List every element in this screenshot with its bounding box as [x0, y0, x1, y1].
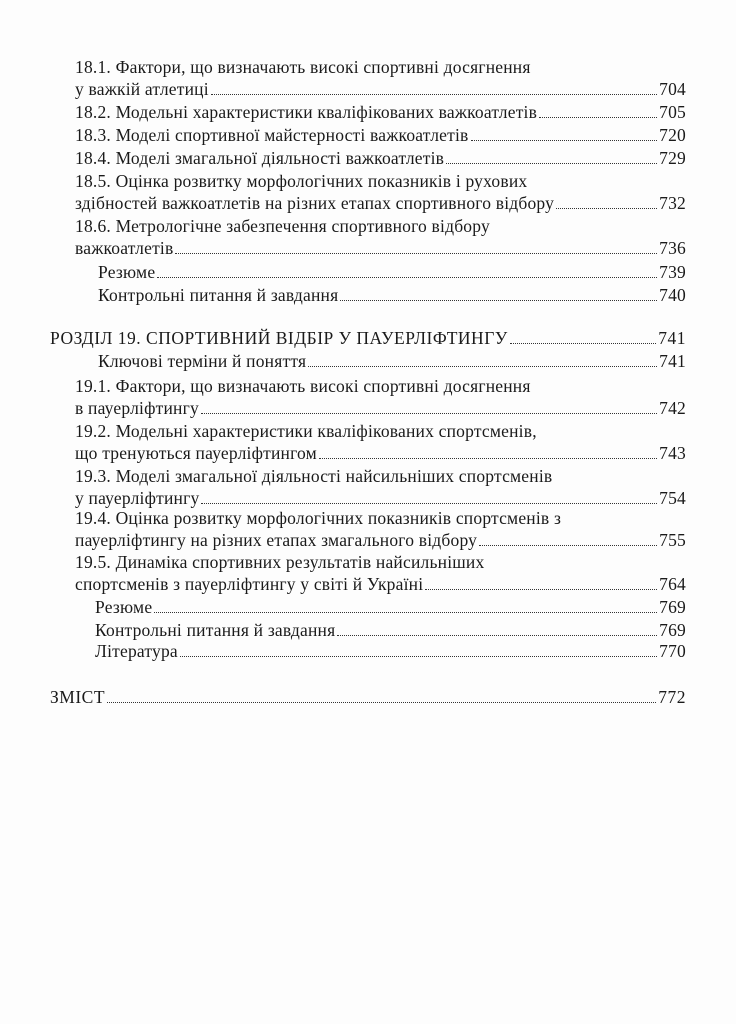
toc-page-number: 743 — [659, 443, 686, 463]
toc-page-number: 769 — [659, 597, 686, 617]
dot-leader — [157, 277, 657, 278]
toc-entry-title: Резюме — [98, 262, 156, 282]
dot-leader — [446, 163, 657, 164]
dot-leader — [201, 413, 657, 414]
toc-entry-title: 19.3. Моделі змагальної діяльності найсильніших спортсменів — [75, 466, 553, 486]
toc-entry-title: у пауерліфтингу — [75, 488, 200, 508]
toc-page-number: 769 — [659, 620, 686, 640]
toc-page-number: 741 — [658, 328, 686, 348]
toc-page-number: 732 — [659, 193, 686, 213]
toc-page-number: 704 — [659, 79, 686, 99]
toc-entry-title: Контрольні питання й завдання — [98, 285, 339, 305]
toc-page-number: 729 — [659, 148, 686, 168]
toc-entry-title: 18.2. Модельні характеристики кваліфікованих важкоатлетів — [75, 102, 538, 122]
toc-page-number: 742 — [659, 398, 686, 418]
dot-leader — [175, 253, 657, 254]
dot-leader — [308, 366, 657, 367]
toc-page-number: 720 — [659, 125, 686, 145]
toc-entry-title: що тренуються пауерліфтингом — [75, 443, 317, 463]
toc-entry-title: Література — [95, 641, 178, 661]
toc-page-number: 764 — [659, 574, 686, 594]
toc-entry-title: ЗМІСТ — [50, 687, 106, 707]
toc-entry-title: 18.4. Моделі змагальної діяльності важкоатлетів — [75, 148, 445, 168]
dot-leader — [471, 140, 658, 141]
toc-page-number: 770 — [659, 641, 686, 661]
dot-leader — [107, 702, 656, 703]
toc-entry-title: спортсменів з пауерліфтингу у світі й Україні — [75, 574, 424, 594]
toc-page-number: 739 — [659, 262, 686, 282]
toc-entry-title: пауерліфтингу на різних етапах змагального відбору — [75, 530, 478, 550]
toc-page-number: 755 — [659, 530, 686, 550]
dot-leader — [425, 589, 657, 590]
toc-entry-title: у важкій атлетиці — [75, 79, 209, 99]
dot-leader — [556, 208, 657, 209]
toc-entry-title: здібностей важкоатлетів на різних етапах спортивного відбору — [75, 193, 555, 213]
toc-page-number: 754 — [659, 488, 686, 508]
dot-leader — [479, 545, 657, 546]
toc-entry-title: 18.5. Оцінка розвитку морфологічних показників і рухових — [75, 171, 528, 191]
dot-leader — [319, 458, 657, 459]
dot-leader — [340, 300, 657, 301]
toc-entry-title: Контрольні питання й завдання — [95, 620, 336, 640]
toc-entry-title: Резюме — [95, 597, 153, 617]
toc-entry-title: 19.4. Оцінка розвитку морфологічних показників спортсменів з — [75, 508, 562, 528]
toc-entry-title: 19.1. Фактори, що визначають високі спортивні досягнення — [75, 376, 531, 396]
toc-page-number: 705 — [659, 102, 686, 122]
toc-entry-title: 19.2. Модельні характеристики кваліфікованих спортсменів, — [75, 421, 537, 441]
toc-page-number: 740 — [659, 285, 686, 305]
dot-leader — [154, 612, 657, 613]
dot-leader — [510, 343, 657, 344]
toc-entry-title: 18.6. Метрологічне забезпечення спортивного відбору — [75, 216, 490, 236]
toc-entry-title: 18.3. Моделі спортивної майстерності важкоатлетів — [75, 125, 469, 145]
dot-leader — [211, 94, 657, 95]
dot-leader — [180, 656, 657, 657]
toc-page-number: 772 — [658, 687, 686, 707]
toc-page-number: 736 — [659, 238, 686, 258]
toc-entry-title: в пауерліфтингу — [75, 398, 199, 418]
toc-entry-title: Ключові терміни й поняття — [98, 351, 307, 371]
toc-page-number: 741 — [659, 351, 686, 371]
toc-entry-title: важкоатлетів — [75, 238, 174, 258]
toc-entry-title: 19.5. Динаміка спортивних результатів найсильніших — [75, 552, 485, 572]
dot-leader — [337, 635, 657, 636]
toc-entry-title: 18.1. Фактори, що визначають високі спортивні досягнення — [75, 57, 531, 77]
toc-entry-title: РОЗДІЛ 19. СПОРТИВНИЙ ВІДБІР У ПАУЕРЛІФТИНГУ — [50, 328, 508, 348]
dot-leader — [539, 117, 657, 118]
dot-leader — [201, 503, 657, 504]
